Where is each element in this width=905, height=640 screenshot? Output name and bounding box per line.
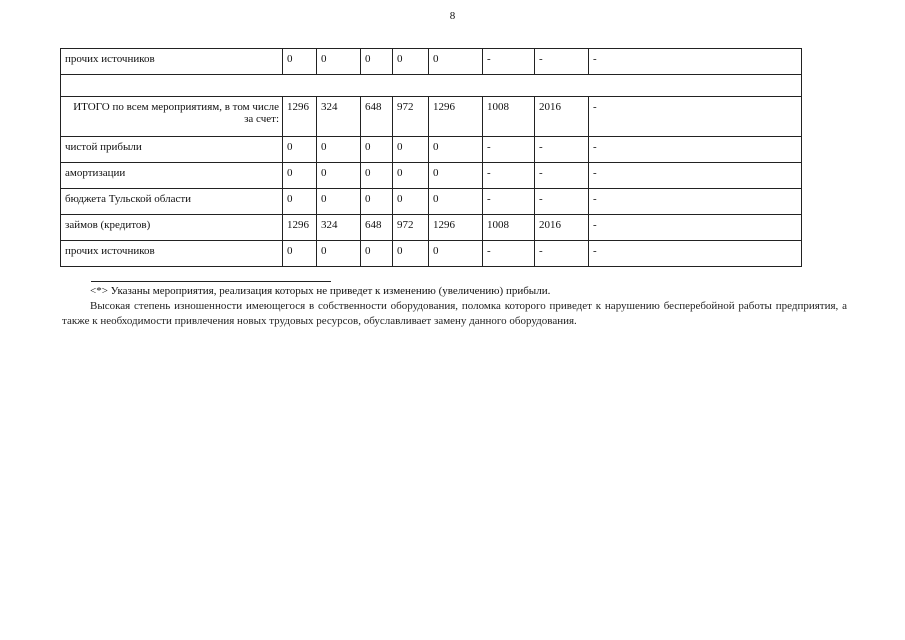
- table-cell: 0: [429, 163, 483, 189]
- table-cell: 0: [283, 241, 317, 267]
- row-label: бюджета Тульской области: [61, 189, 283, 215]
- table-cell: 0: [317, 137, 361, 163]
- row-label: чистой прибыли: [61, 137, 283, 163]
- page-number: 8: [449, 10, 456, 22]
- table-cell: 1296: [283, 97, 317, 137]
- table-body: [61, 49, 802, 267]
- table-row: [61, 49, 802, 75]
- table-cell: -: [589, 137, 802, 163]
- table-cell: 0: [429, 137, 483, 163]
- table-cell: 0: [283, 49, 317, 75]
- table-cell: 1008: [483, 215, 535, 241]
- table-cell: 324: [317, 215, 361, 241]
- table-cell: -: [589, 49, 802, 75]
- table-cell: 0: [283, 137, 317, 163]
- table-cell: 0: [393, 137, 429, 163]
- table-cell: -: [535, 163, 589, 189]
- table-cell: 0: [317, 163, 361, 189]
- footnote-divider: [91, 281, 331, 282]
- table-cell: -: [589, 163, 802, 189]
- body-paragraph: Высокая степень изношенности имеющегося в собственности оборудования, поломка которого приведет к нарушению бесперебойной работы предприятия, а также к необходимости привлечения новых трудовых ресурсов, обуславливает замену данного оборудования.: [62, 300, 847, 327]
- table-cell: 972: [393, 215, 429, 241]
- table-cell: -: [535, 49, 589, 75]
- table-cell: 1008: [483, 97, 535, 137]
- table-cell: 0: [283, 163, 317, 189]
- table-row: [61, 137, 802, 163]
- table-cell: 0: [361, 137, 393, 163]
- spacer-cell: [61, 75, 802, 97]
- table-cell: -: [535, 241, 589, 267]
- table-row: [61, 163, 802, 189]
- table-cell: 1296: [283, 215, 317, 241]
- table-cell: 0: [393, 49, 429, 75]
- table-cell: -: [589, 189, 802, 215]
- table-cell: 0: [361, 189, 393, 215]
- table-cell: 0: [429, 189, 483, 215]
- total-row: [61, 97, 802, 137]
- table-cell: 0: [393, 189, 429, 215]
- table-cell: 0: [317, 49, 361, 75]
- table-cell: 648: [361, 215, 393, 241]
- table-cell: 0: [393, 241, 429, 267]
- footnote: <*> Указаны мероприятия, реализация которых не приведет к изменению (увеличению) прибыли.: [90, 285, 551, 297]
- table-cell: -: [589, 97, 802, 137]
- table-cell: -: [589, 241, 802, 267]
- row-label: прочих источников: [61, 241, 283, 267]
- table-row: [61, 241, 802, 267]
- spacer-row: [61, 75, 802, 97]
- table-cell: -: [535, 189, 589, 215]
- table-cell: 0: [361, 163, 393, 189]
- table-cell: 0: [429, 241, 483, 267]
- table-cell: -: [483, 189, 535, 215]
- table-cell: 648: [361, 97, 393, 137]
- row-label: займов (кредитов): [61, 215, 283, 241]
- table-cell: -: [483, 241, 535, 267]
- table-cell: 324: [317, 97, 361, 137]
- table-row: [61, 189, 802, 215]
- row-label: прочих источников: [61, 49, 283, 75]
- table-cell: 1296: [429, 97, 483, 137]
- table-cell: 0: [393, 163, 429, 189]
- table-cell: 0: [317, 241, 361, 267]
- table-cell: 2016: [535, 215, 589, 241]
- table-cell: 0: [283, 189, 317, 215]
- table-row: [61, 215, 802, 241]
- table-cell: -: [483, 163, 535, 189]
- table-cell: 0: [429, 49, 483, 75]
- table-cell: -: [589, 215, 802, 241]
- investment-table: [60, 48, 802, 267]
- table-cell: -: [483, 49, 535, 75]
- table-cell: 0: [361, 241, 393, 267]
- table-cell: 972: [393, 97, 429, 137]
- table-cell: -: [483, 137, 535, 163]
- row-label: амортизации: [61, 163, 283, 189]
- table-cell: 2016: [535, 97, 589, 137]
- row-label: ИТОГО по всем мероприятиям, в том числе за счет:: [61, 97, 283, 137]
- table-cell: 0: [317, 189, 361, 215]
- table-cell: 1296: [429, 215, 483, 241]
- table-cell: -: [535, 137, 589, 163]
- table-cell: 0: [361, 49, 393, 75]
